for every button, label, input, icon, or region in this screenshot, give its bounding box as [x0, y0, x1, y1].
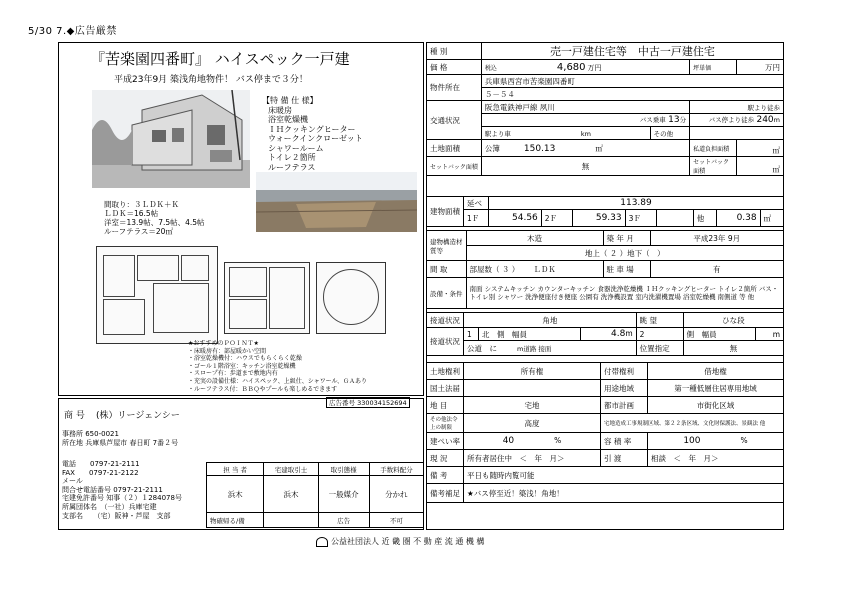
point-item: ・ゴール１階浴室：キッチン浴室乾燥機 [188, 362, 296, 370]
floor-plan-2f [224, 262, 310, 334]
bcr-value: 40 [502, 436, 515, 446]
price-per-unit: 万円 [737, 60, 784, 75]
staff-table [206, 462, 424, 528]
house-photo [92, 90, 250, 188]
remarks-label: 備 考 [427, 467, 464, 484]
staff-row2: 不可 [369, 513, 423, 528]
layout-line: ルーフテラス＝20㎡ [104, 227, 173, 236]
other-floor-label: 他 [693, 210, 716, 227]
law-label: 国土法届 [427, 380, 464, 397]
rights-label: 土地権利 [427, 363, 464, 380]
equip-value: 南面 システムキッチン カウンターキッチン 食器洗浄乾燥機 ＩＨクッキングヒーター トイレ２箇所 バス・トイレ別 シャワー 洗浄便座付き便座 公園有 洗浄機設置 室内洗濯機置場 浴室乾燥機 南側道 等 他 [466, 278, 784, 309]
feature-item: シャワールーム [268, 143, 324, 153]
handover-value: 相談 ＜ 年 月＞ [648, 450, 784, 467]
feature-item: ウォークインクローゼット [268, 134, 363, 143]
point-item: ・充実の設備仕様：ハイスペック、上級仕、シャワール、ＧＡあり [188, 377, 367, 385]
plan-room [269, 267, 305, 329]
staff-row2: 広告 [318, 513, 369, 528]
road-contact: m道路 接面 [517, 344, 552, 353]
busstop-label: バス停より徒歩 [708, 116, 755, 124]
features-heading: 【特 備 仕 様】 [262, 96, 318, 105]
points-heading: ★おすすめのＰＯＩＮＴ★ [188, 340, 259, 347]
land-type: 公簿 [484, 143, 500, 153]
road-type-label: 接道状況 [427, 328, 464, 356]
handover-label: 引 渡 [601, 450, 648, 467]
features-list [262, 96, 363, 172]
busstop-unit: m [773, 116, 780, 124]
equip-label: 設備・条件 [427, 278, 467, 309]
company-address [62, 430, 178, 448]
road1-dir: 北 側 幅員 [479, 328, 581, 341]
org-logo-icon [316, 537, 328, 547]
floor3-label: 3Ｆ [625, 210, 656, 227]
staff-value: 分かれ [369, 476, 423, 513]
plan-room [103, 299, 145, 335]
bcr-label: 建ぺい率 [427, 433, 464, 450]
rights-value: 所有権 [464, 363, 601, 380]
plan-room [323, 269, 379, 325]
bcr-unit: % [554, 436, 562, 445]
limits-value: 高度 [464, 414, 601, 433]
license-text: 宅建免許番号 知事（２）１284078号 [62, 494, 182, 503]
bus-label: バス乗車 [639, 116, 666, 124]
feature-item: 床暖房 [268, 105, 292, 115]
bus-unit: 分 [679, 116, 687, 124]
price-label: 価 格 [427, 60, 482, 75]
bus-min: 13 [668, 115, 680, 125]
road-table [426, 312, 784, 356]
assoc-text: 所属団体名 （一社）兵庫宅建 [62, 502, 157, 511]
tenure-label: 付帯権利 [601, 363, 648, 380]
plan-room [103, 255, 135, 297]
corner-value: 角地 [464, 313, 637, 328]
price-per-label: 坪単価 [690, 60, 737, 75]
road1-width: 4.8 [611, 329, 626, 339]
floor-plan-1f [96, 246, 218, 344]
staff-header: 手数料配分 [369, 463, 423, 476]
location-sub: ５－５４ [481, 88, 783, 101]
remarks-value: 平日も随時内覧可能 [464, 467, 784, 484]
mail-text: メール [62, 477, 83, 486]
point-item: ・床暖房有：部屋暖かい空間 [188, 347, 267, 355]
plan-room [153, 283, 209, 333]
land-cat-value: 宅地 [464, 397, 601, 414]
staff-row2 [264, 513, 318, 528]
point-item: ・スロープ有：歩道まで敷地内有 [188, 370, 278, 378]
road2-dir: 側 幅員 [683, 328, 755, 341]
type-label: 種 別 [427, 43, 482, 60]
total-label: 延べ [464, 197, 489, 210]
document-code: 5/30 7.◆広告厳禁 [28, 26, 117, 37]
busstop-m: 240 [756, 115, 774, 125]
road2-unit: m [756, 328, 784, 341]
status-value: 所有者居住中 ＜ 年 月＞ [464, 450, 601, 467]
price-value: 4,680 [556, 61, 586, 73]
location-label: 物件所在 [427, 75, 482, 101]
station-label: 駅より車 [484, 129, 511, 138]
company-contacts [62, 460, 182, 520]
layout-info [104, 200, 205, 236]
layout-line: 洋室＝13.9帖、7.5帖、4.5帖 [104, 218, 205, 227]
limits-detail: 宅地造成工事規制区域、第２２条区域、文化財保護法、景観法 他 [601, 414, 784, 433]
view-value: ひな段 [683, 313, 783, 328]
road1-num: 1 [464, 328, 479, 341]
setback-value: 無 [481, 157, 689, 176]
rights-table [426, 362, 784, 503]
comment-value: ★バス停至近！築浅！角地！ [464, 484, 784, 503]
land-value: 150.13 [523, 143, 556, 154]
structure-label: 建物構造材質等 [427, 231, 467, 261]
sewer-label: 位置指定 [636, 341, 683, 356]
private-road-label: 私道負担面積 [690, 140, 737, 157]
floor1-label: 1Ｆ [464, 210, 489, 227]
parking-value: 有 [650, 261, 784, 278]
address-line: 所在地 兵庫県芦屋市 春日町 7番２号 [62, 439, 179, 447]
far-label: 容 積 率 [601, 433, 648, 450]
setback-label: セットバック面積 [427, 157, 482, 176]
staff-value: 浜木 [207, 476, 264, 513]
point-item: ・ルーフテラス付：ＢＢＱやプールも楽しめるできます [188, 385, 338, 393]
plan-room [229, 299, 267, 329]
floor2-value: 59.33 [572, 210, 625, 227]
building-table: 建物面積 延べ 113.89 1Ｆ 54.56 2Ｆ 59.33 3Ｆ 他 0.38 ㎡ [426, 196, 784, 227]
setback-area-label: セットバック面積 [690, 157, 737, 176]
plan-room [229, 267, 267, 297]
other-label: その他 [650, 127, 690, 140]
floor1-value: 54.56 [489, 210, 542, 227]
road1-unit: m [625, 329, 633, 338]
zoning-label: 用途地域 [601, 380, 648, 397]
floors-value: 地上（ ２ ）地下（ ） [466, 246, 784, 261]
rooms-label: 間 取 [427, 261, 467, 278]
rooms-type: ＬＤＫ [533, 264, 556, 274]
status-label: 現 況 [427, 450, 464, 467]
land-unit: ㎡ [595, 143, 603, 153]
built-label: 築 年 月 [603, 231, 650, 246]
traffic-line: 阪急電鉄神戸線 夙川 [481, 101, 689, 114]
station-unit: km [580, 129, 591, 138]
feature-item: 浴室乾燥機 [268, 115, 308, 124]
type-value: 売一戸建住宅等 中古一戸建住宅 [481, 43, 783, 60]
feature-item: トイレ２箇所 [268, 153, 316, 162]
tenure-value: 借地権 [648, 363, 784, 380]
price-prefix: 税込 [484, 64, 497, 72]
staff-header: 担 当 者 [207, 463, 264, 476]
floor-plan-roof [316, 262, 386, 334]
other-floor-value: 0.38 [717, 210, 761, 227]
staff-value: 一般媒介 [318, 476, 369, 513]
structure-table [426, 230, 784, 309]
flyer-title: 『苦楽園四番町』 ハイスペック一戸建 [90, 50, 350, 68]
ad-number: 広告番号 330034152694 [326, 397, 410, 408]
road2-num: 2 [636, 328, 683, 341]
floor2-label: 2Ｆ [541, 210, 572, 227]
total-value: 113.89 [489, 197, 784, 210]
fax-text: FAX 0797-21-2122 [62, 468, 139, 477]
branch-text: 支部名 （宅）阪神・芦屋 支部 [62, 511, 171, 520]
traffic-label: 交通状況 [427, 101, 482, 140]
staff-value: 浜木 [264, 476, 318, 513]
comment-label: 備考補足 [427, 484, 464, 503]
footer-org [316, 536, 484, 547]
plan-room [137, 255, 179, 281]
limits-label: その他法令上の制限 [427, 414, 464, 433]
feature-item: ルーフテラス [268, 162, 316, 172]
view-label: 眺 望 [636, 313, 683, 328]
structure-value: 木造 [466, 231, 603, 246]
staff-header: 取引態様 [318, 463, 369, 476]
land-label: 土地面積 [427, 140, 482, 157]
land-cat-label: 地 目 [427, 397, 464, 414]
price-unit: 万円 [587, 63, 602, 72]
far-value: 100 [683, 436, 701, 446]
sewer-value: 無 [683, 341, 783, 356]
building-label: 建物面積 [427, 197, 464, 227]
rooms-count: 部屋数（ ３ ） [469, 264, 520, 274]
road-public: 公道 に [467, 343, 497, 353]
plan-room [181, 255, 209, 281]
parking-label: 駐 車 場 [603, 261, 650, 278]
company-name: (株）リージェンシー [96, 411, 180, 421]
tel-text: 電話 0797-21-2111 [62, 460, 140, 468]
feature-item: ＩＨクッキングヒーター [268, 124, 356, 134]
zoning-value: 第一種低層住居専用地域 [648, 380, 784, 397]
staff-header: 宅建取引士 [264, 463, 318, 476]
layout-line: ＬＤＫ＝16.5帖 [104, 209, 159, 218]
address-line: 事務所 650-0021 [62, 430, 119, 438]
point-item: ・浴室乾燥機付：ハウスでもらくらく乾燥 [188, 355, 302, 363]
traffic-walk: 駅より徒歩 [690, 101, 784, 114]
flyer-subtitle: 平成23年9月 築浅角地物件！ バス停まで３分！ [114, 75, 308, 85]
inquiry-text: 問合せ電話番号 0797-21-2111 [62, 485, 163, 494]
points-list [188, 340, 367, 393]
location-value: 兵庫県西宮市苦楽園四番町 [481, 75, 783, 88]
setback-status-label: 接道状況 [427, 313, 464, 328]
far-unit: % [740, 436, 748, 445]
staff-row2: 物確帰る/備 [207, 513, 264, 528]
built-value: 平成23年 9月 [650, 231, 784, 246]
spec-table: 種 別 売一戸建住宅等 中古一戸建住宅 価 格 税込 4,680 万円 坪単価 万円 物件所在 兵庫県西宮市苦楽園四番町 ５－５４ 交通状況 阪急電鉄神戸線 夙川 駅より徒歩 バス乗車 13分 バス停より徒歩 240m 駅より車 km その他 土地面積 公簿 150.13 ㎡ 私道負担面積 ㎡ セットバック面積 無 セットバック面積 ㎡ [426, 42, 784, 176]
layout-line: 間取り：３ＬＤＫ＋Ｋ [104, 200, 179, 209]
view-photo [256, 172, 417, 232]
city-plan-value: 市街化区域 [648, 397, 784, 414]
footer-org-text: 公益社団法人 近 畿 圏 不 動 産 流 通 機 構 [331, 537, 485, 546]
city-plan-label: 都市計画 [601, 397, 648, 414]
company-label: 商 号 [64, 411, 85, 421]
